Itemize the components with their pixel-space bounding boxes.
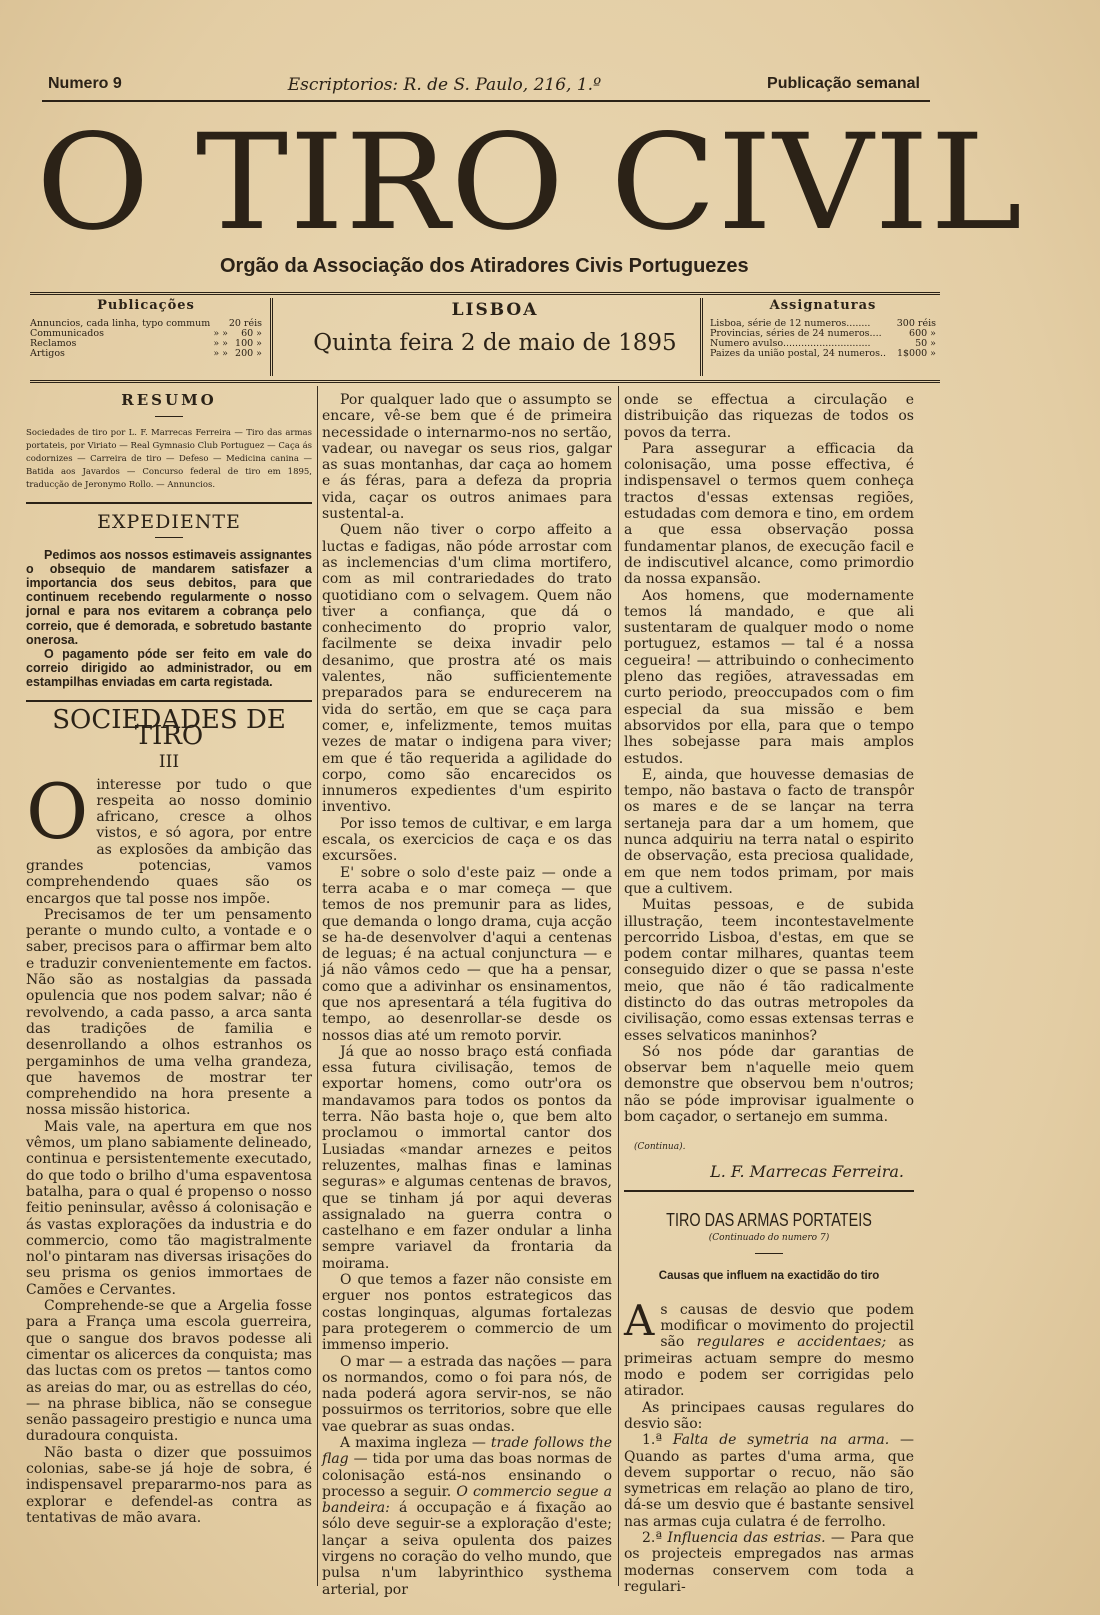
price-value: 300 réis xyxy=(896,318,936,329)
dateline-box xyxy=(282,298,708,376)
masthead-info-line xyxy=(48,75,920,95)
section-rule xyxy=(26,502,312,504)
resumo-text: Sociedades de tiro por L. F. Marrecas Ferreira — Tiro das armas portateis, por Viriato — Real Gymnasio Club Portuguez — Caça ás codornizes — Carreira de tiro — Defeso — Medicina canina — Batida aos Javardos — Concurso federal de tiro em 1895, traducção de Jeronymo Rollo. — Annuncios. xyxy=(26,428,312,491)
italic-text: regulares e accidentaes; xyxy=(696,1334,887,1351)
newspaper-title: O TIRO CIVIL xyxy=(36,106,1024,260)
article-paragraph: E, ainda, que houvesse demasias de tempo, não bastava o facto de transpôr os mares e de se lançar na terra sertaneja para dar a um homem, que nunca adquiriu na terra natal o espirito de observação, esta preciosa qualidade, em que nem todos primam, por mais que a cultivem. xyxy=(624,766,914,897)
column-1 xyxy=(26,392,312,1526)
sociedades-article xyxy=(26,704,312,1527)
column-3 xyxy=(624,392,914,1595)
article-paragraph: Não basta o dizer que possuimos colonias, sabe-se já hoje de sobra, é indispensavel prepararmo-nos para as explorar e defendel-as contra as tentativas de mão avara. xyxy=(26,1444,312,1526)
article-paragraph: Precisamos de ter um pensamento perante o mundo culto, a vontade e o saber, precisos para o affirmar bem alto e traduzir convenientemente em factos. Não são as nostalgias da passada opulencia que nos podem salvar; não é revolvendo, a cada passo, a arca santa das tradições de familia e desenrollando a olhos estranhos os pergaminhos de uma velha grandeza, que havemos de mostrar ter comprehendido na hora presente a nossa missão historica. xyxy=(26,906,312,1119)
office-address: Escriptorios: R. de S. Paulo, 216, 1.º xyxy=(287,75,602,95)
expediente-paragraph: O pagamento póde ser feito em vale do correio dirigido ao administrador, ou em estampilhas enviadas em carta registada. xyxy=(26,647,312,690)
article-paragraph: Por qualquer lado que o assumpto se encare, vê-se bem que é de primeira necessidade o internarmo-nos no sertão, vadear, ou navegar os seus rios, galgar as suas montanhas, dar caça ao homem e ás féras, para a defeza da propria vida, caçar os outros animaes para sustental-a. xyxy=(322,392,612,523)
article-paragraph: As principaes causas regulares do desvio são: xyxy=(624,1399,914,1432)
section-subheading: Causas que influem na exactidão do tiro xyxy=(658,1269,880,1282)
article-paragraph: Muitas pessoas, e de subida illustração, teem incontestavelmente percorrido Lisboa, d'estas, em que se podem contar milhares, quantas teem conseguido dizer o que se passa n'este meio, que não é tão radicalmente distincto do das outras metropoles da civilisação, como essas extensas terras e esses selvaticos maninhos? xyxy=(624,897,914,1044)
infobar-divider xyxy=(700,298,703,376)
column-divider xyxy=(317,386,318,1586)
price-label: Provincias, séries de 24 numeros.... xyxy=(710,328,882,339)
article-paragraph: Quem não tiver o corpo affeito a luctas e fadigas, não póde arrostar com as inclemencias d'um clima mortifero, com as mil contrariedades do trato quotidiano com o selvagem. Quem não tiver a confiança, que dá o conhecimento do proprio valor, facilmente se deixa invadir pelo desanimo, que prostra até os mais valentes, não sufficientemente preparados para se endurecerem na vida do sertão, em que se caça para comer, e, infelizmente, temos muitas vezes de matar o indigena para viver; em que é tão requerida a agilidade do corpo, como são encarecidos os innumeros expedientes d'um espirito inventivo. xyxy=(322,522,612,816)
price-value: 600 » xyxy=(909,328,936,339)
rate-label: Annuncios, cada linha, typo commum xyxy=(30,318,211,329)
paragraph-text: — tida por uma das boas normas de colonisação está-nos ensinando o processo a seguir. xyxy=(322,1451,612,1500)
paragraph-text: á occupação e á fixação ao sólo deve seguir-se a exploração d'este; lançar a seiva opulenta dos paizes virgens no coração do velho mundo, que pulsa n'um labyrinthico systhema arterial, por xyxy=(322,1500,612,1598)
paragraph-text: — Para que os projecteis empregados nas armas modernas conservem com toda a regulari- xyxy=(624,1530,914,1595)
paragraph-text: 1.ª xyxy=(642,1432,673,1449)
assignaturas-heading: Assignaturas xyxy=(769,298,877,313)
publicacoes-box xyxy=(30,298,262,376)
article-paragraph: Por isso temos de cultivar, e em larga escala, os exercicios de caça e os das excursões. xyxy=(322,815,612,865)
price-value: 50 » xyxy=(915,338,936,349)
infobar-top-rule xyxy=(30,292,940,295)
short-rule xyxy=(755,1253,783,1254)
price-label: Paizes da união postal, 24 numeros.. xyxy=(710,348,887,359)
article-paragraph: Já que ao nosso braço está confiada essa futura civilisação, temos de exportar homens, como outr'ora os mandavamos para todos os pontos da terra. Não basta hoje o, que bem alto proclamou o immortal cantor dos Lusiadas «mandar arnezes e peitos reluzentes, malhas finas e laminas seguras» e algumas centenas de bravos, que se tinham já por aqui deveras assignalado na guerra contra o castelhano e em fazer ondular a linha sempre variavel da frontaria da moirama. xyxy=(322,1043,612,1272)
info-bar xyxy=(30,298,940,376)
publication-frequency: Publicação semanal xyxy=(767,75,920,92)
italic-text: O commercio segue a bandeira: xyxy=(322,1483,612,1517)
publicacoes-table xyxy=(30,319,262,359)
price-value: 1$000 » xyxy=(896,348,936,359)
rate-value: 20 réis xyxy=(228,318,262,329)
article-paragraph: Aos homens, que modernamente temos lá mandado, e que ali sustentaram de qualquer modo o nome portuguez, estamos — tal é a nossa cegueira! — attribuindo o conhecimento pleno das regiões, atravessadas em curto periodo, preoccupados com o fim especial da sua missão e bem absorvidos por ella, para que o tempo lhes sobejasse para mais amplos estudos. xyxy=(624,587,914,767)
article-heading: SOCIEDADES DE TIRO xyxy=(52,704,286,751)
article-paragraph: E' sobre o solo d'este paiz — onde a terra acaba e o mar começa — que temos de nos premunir para as lides, que demanda o longo drama, cuja acção se ha-de desenvolver d'aqui a centenas de leguas; é na actual conjunctura — e já não vâmos cedo — que ha a pensar, como que a adivinhar os ensinamentos, que nos apresentará a téla fugitiva do tempo, ao desenrollar-se desde os nossos dias até um remoto porvir. xyxy=(322,864,612,1044)
article-paragraph: Para assegurar a efficacia da colonisação, uma posse effectiva, é indispensavel o termos quem conheça tractos d'essas extensas regiões, estudadas com demora e tino, em ordem a que essa observação possa fundamentar planos, de execução facil e de indiscutivel alcance, como primordio da nossa expansão. xyxy=(624,440,914,588)
article-paragraph: Comprehende-se que a Argelia fosse para a França uma escola guerreira, que o sangue dos bravos podesse ali cimentar os alicerces da conquista; mas das luctas com os pretos — tantos como as areias do mar, ou as estrellas do céo, — na phrase biblica, não se consegue senão passageiro prestigio e nunca uma duradoura conquista. xyxy=(26,1298,312,1445)
section-rule xyxy=(26,700,312,702)
article-paragraph xyxy=(624,1295,914,1400)
infobar-bottom-rule xyxy=(30,380,940,383)
article-paragraph xyxy=(624,1530,914,1595)
tiro-article xyxy=(624,1209,914,1595)
article-paragraph xyxy=(26,766,312,907)
article-heading: TIRO DAS ARMAS PORTATEIS xyxy=(666,1209,872,1230)
paragraph-text: — Quando as partes d'uma arma, que devem supportar o recuo, não são symetricas em relação ao plano de tiro, dá-se um desvio que é bastante sensivel nas armas cuja culatra é de ferrolho. xyxy=(624,1432,914,1530)
assignaturas-box xyxy=(710,298,936,376)
italic-text: Falta de symetria na arma. xyxy=(672,1432,890,1449)
issue-number: Numero 9 xyxy=(48,75,122,92)
rate-value: 60 » xyxy=(241,328,262,339)
header-rule xyxy=(42,100,930,102)
expediente-heading: EXPEDIENTE xyxy=(97,511,241,534)
resumo-section xyxy=(26,392,312,492)
paragraph-text: interesse por tudo o que respeita ao nosso dominio africano, cresce a olhos vistos, e só agora, por entre as explosões da ambição das grandes potencias, vamos comprehendendo quaes são os encargos que tal posse nos impõe. xyxy=(26,776,312,907)
dateline-city: LISBOA xyxy=(451,300,539,320)
ditto-mark: » » xyxy=(213,348,228,359)
article-paragraph: O mar — a estrada das nações — para os normandos, como o foi para nós, de nada poderá agora servir-nos, se não possuirmos os territorios, sobre que elle vae quebrar as suas ondas. xyxy=(322,1353,612,1435)
article-part-number: III xyxy=(158,752,180,773)
paragraph-text: A maxima ingleza — xyxy=(340,1435,491,1451)
article-paragraph xyxy=(322,1435,612,1598)
short-rule xyxy=(155,537,183,538)
column-2 xyxy=(322,392,612,1598)
rate-value: 200 » xyxy=(235,348,262,359)
newspaper-subtitle: Orgão da Associação dos Atiradores Civis Portuguezes xyxy=(220,255,749,277)
infobar-divider xyxy=(270,298,273,376)
short-rule xyxy=(155,416,183,417)
section-rule xyxy=(624,1190,914,1192)
table-row xyxy=(30,349,262,359)
paragraph-text: s causas de desvio que podem modificar o movimento do projectil são xyxy=(660,1301,914,1351)
paragraph-text: 2.ª xyxy=(642,1530,668,1546)
publicacoes-heading: Publicações xyxy=(97,298,195,313)
drop-cap: A xyxy=(624,1295,655,1345)
article-paragraph: Só nos póde dar garantias de observar bem n'aquelle meio quem demonstre que observou bem n'outros; não se póde improvisar igualmente o bom caçador, o sertanejo em summa. xyxy=(624,1043,914,1126)
column-divider xyxy=(618,386,619,1586)
rate-label: Communicados xyxy=(30,328,104,339)
drop-cap: O xyxy=(26,766,89,856)
article-paragraph: O que temos a fazer não consiste em erguer nos pontos estrategicos das costas longinquas, algumas fortalezas para protegerem o commercio de um immenso imperio. xyxy=(322,1272,612,1354)
table-row xyxy=(710,349,936,359)
continua-note: (Continua). xyxy=(634,1142,686,1153)
article-subheading: (Continuado do numero 7) xyxy=(708,1233,830,1244)
rate-label: Reclamos xyxy=(30,338,77,349)
author-signature: L. F. Marrecas Ferreira. xyxy=(710,1161,904,1181)
italic-text: Influencia das estrias. xyxy=(667,1530,826,1546)
article-paragraph: onde se effectua a circulação e distribuição das riquezas de todos os povos da terra. xyxy=(624,392,914,441)
rate-label: Artigos xyxy=(30,348,65,359)
ditto-mark: » » xyxy=(213,338,228,349)
dateline-date: Quinta feira 2 de maio de 1895 xyxy=(313,330,677,356)
price-label: Numero avulso............................. xyxy=(710,338,871,349)
expediente-paragraph: Pedimos aos nossos estimaveis assignantes o obsequio de mandarem satisfazer a importancia dos seus debitos, para que continuem recebendo regularmente o nosso jornal e para nos evitarem a cobrança pelo correio, que é demorada, e sobretudo bastante onerosa. xyxy=(26,547,312,647)
ditto-mark: » » xyxy=(213,328,228,339)
italic-text: trade follows the flag xyxy=(322,1435,612,1468)
price-label: Lisboa, série de 12 numeros........ xyxy=(710,318,871,329)
resumo-heading: RESUMO xyxy=(121,391,217,409)
assignaturas-table xyxy=(710,319,936,359)
article-paragraph: Mais vale, na apertura em que nos vêmos, um plano sabiamente delineado, continua e persistentemente executado, do que todo o brilho d'uma espaventosa batalha, para o qual é propenso o nosso feitio peninsular, avêsso á colonisação e ás vastas explorações da industria e do commercio, como tão magistralmente nol'o pintaram nas diversas irisações do seu prisma os genios immortaes de Camões e Cervantes. xyxy=(26,1118,312,1298)
paragraph-text: as primeiras actuam sempre do mesmo modo e podem ser corrigidas pelo atirador. xyxy=(624,1334,914,1400)
article-paragraph xyxy=(624,1432,914,1530)
expediente-section xyxy=(26,511,312,690)
rate-value: 100 » xyxy=(235,338,262,349)
